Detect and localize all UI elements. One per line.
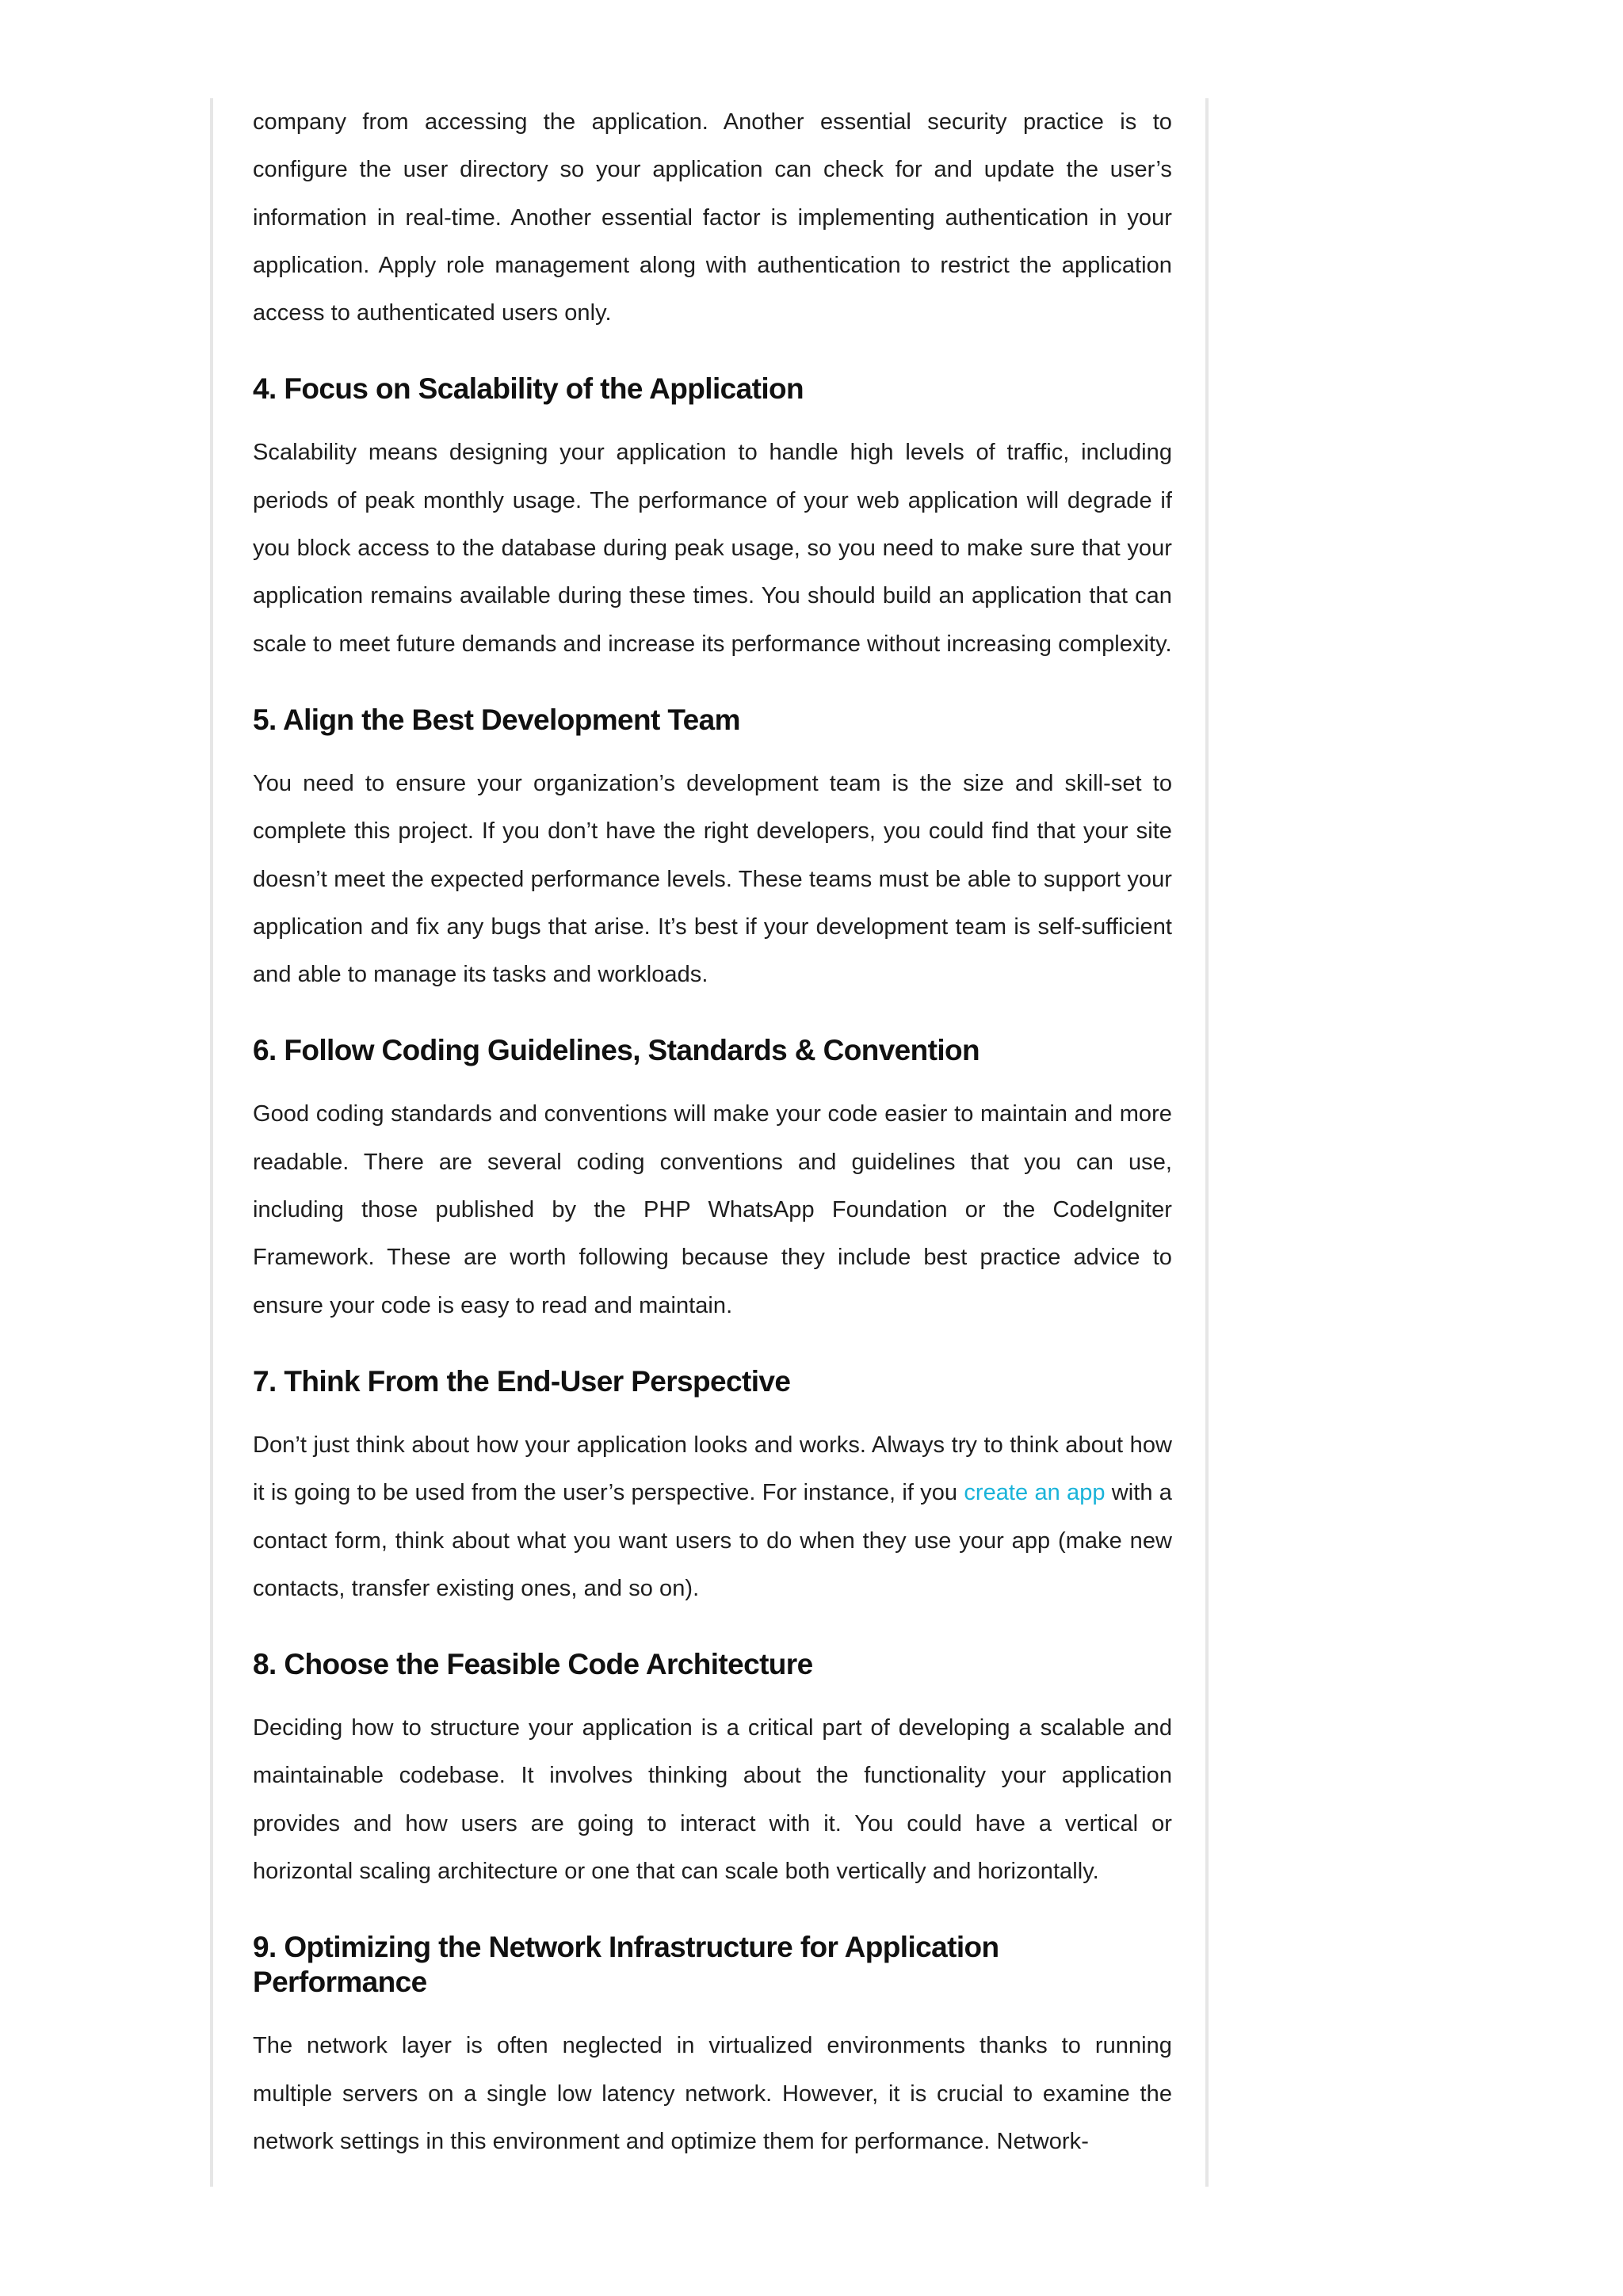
section-4-paragraph: Scalability means designing your application to handle high levels of traffic, including periods of peak monthly usage. The performance of your web application will degrade if you block access to the database during peak usage, so you need to make sure that your application remains available during these times. You should build an application that can scale to meet future demands and increase its performance without increasing complexity. xyxy=(253,440,1172,657)
section-4-heading: 4. Focus on Scalability of the Application xyxy=(253,372,804,406)
section-5-heading: 5. Align the Best Development Team xyxy=(253,703,740,736)
section-3-paragraph: company from accessing the application. Another essential security practice is to configure the user directory so your application can check for and update the user’s information in real-time. Another essential factor is implementing authentication in your application. Apply role management along with authentication to restrict the application access to authenticated users only. xyxy=(253,109,1172,326)
section-8-paragraph: Deciding how to structure your application is a critical part of developing a scalable and maintainable codebase. It involves thinking about the functionality your application provides and how users are going to interact with it. You could have a vertical or horizontal scaling architecture or one that can scale both vertically and horizontally. xyxy=(253,1715,1172,1885)
section-9-heading: 9. Optimizing the Network Infrastructure for Application Performance xyxy=(253,1931,999,1999)
section-8-heading: 8. Choose the Feasible Code Architecture xyxy=(253,1648,813,1681)
create-an-app-link[interactable]: create an app xyxy=(964,1480,1106,1506)
section-7-heading: 7. Think From the End-User Perspective xyxy=(253,1364,791,1398)
section-9-paragraph: The network layer is often neglected in virtualized environments thanks to running multiple servers on a single low latency network. However, it is crucial to examine the network settings in this environment and optimize them for performance. Network- xyxy=(253,2033,1172,2154)
section-5-paragraph: You need to ensure your organization’s development team is the size and skill-set to complete this project. If you don’t have the right developers, you could find that your site doesn’t meet the expected performance levels. These teams must be able to support your application and fix any bugs that arise. It’s best if your development team is self-sufficient and able to manage its tasks and workloads. xyxy=(253,770,1172,988)
article-column xyxy=(210,98,1209,2187)
section-7-text-before-link: Don’t just think about how your application looks and works. Always try to think about how it is going to be used from the user’s perspective. For instance, if you xyxy=(253,1432,1172,1506)
article-content xyxy=(253,98,1172,2165)
section-7-text-after-link: with a contact form, think about what you want users to do when they use your app (make new contacts, transfer existing ones, and so on). xyxy=(253,1480,1172,1601)
section-6-paragraph: Good coding standards and conventions will make your code easier to maintain and more readable. There are several coding conventions and guidelines that you can use, including those published by the PHP WhatsApp Foundation or the CodeIgniter Framework. These are worth following because they include best practice advice to ensure your code is easy to read and maintain. xyxy=(253,1101,1172,1318)
section-7-paragraph xyxy=(253,1421,1172,1612)
section-6-heading: 6. Follow Coding Guidelines, Standards & Convention xyxy=(253,1034,980,1067)
